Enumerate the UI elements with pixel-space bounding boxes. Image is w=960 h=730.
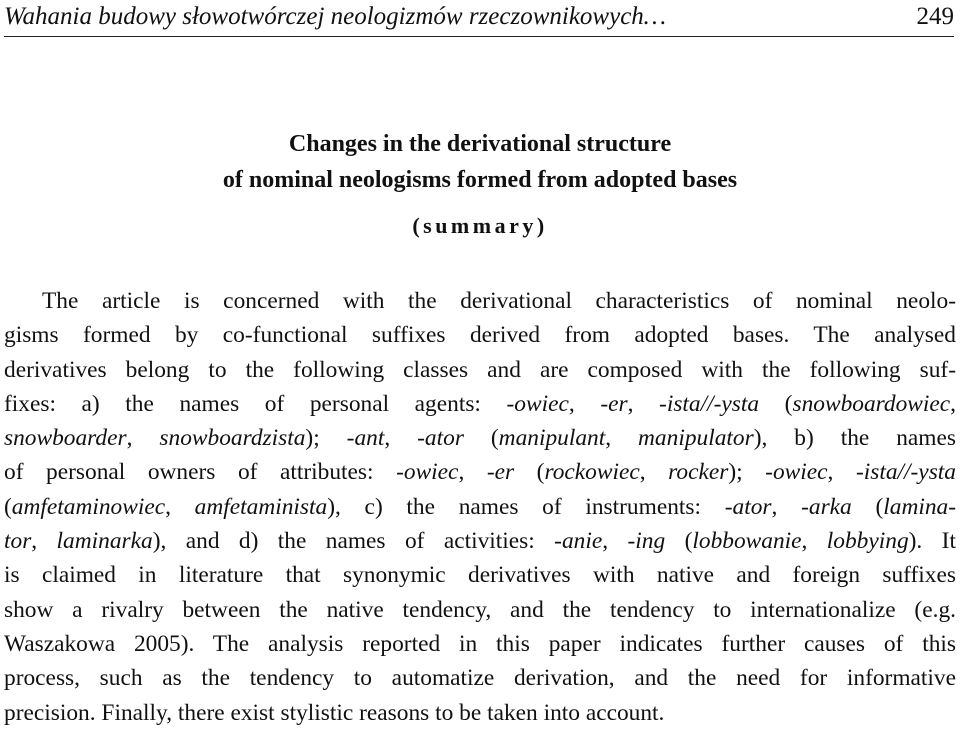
abstract-line: tor, laminarka), and d) the names of activities: -anie, -ing (lobbowanie, lobbying). It bbox=[4, 528, 956, 555]
abstract-line: snowboarder, snowboardzista); -ant, -ator (manipulant, manipulator), b) the names bbox=[4, 425, 956, 452]
abstract-line: of personal owners of attributes: -owiec, -er (rockowiec, rocker); -owiec, -ista//-ysta bbox=[4, 459, 956, 486]
article-title bbox=[0, 126, 960, 198]
page-number: 249 bbox=[916, 3, 954, 30]
abstract-line: derivatives belong to the following classes and are composed with the following suf- bbox=[4, 356, 956, 383]
running-head bbox=[4, 2, 954, 37]
abstract-line: (amfetaminowiec, amfetaminista), c) the names of instruments: -ator, -arka (lamina- bbox=[4, 493, 956, 520]
abstract-line: Waszakowa 2005). The analysis reported in this paper indicates further causes of this bbox=[4, 630, 956, 657]
running-head-title: Wahania budowy słowotwórczej neologizmów rzeczownikowych… bbox=[4, 3, 667, 30]
abstract-line: process, such as the tendency to automatize derivation, and the need for informative bbox=[4, 665, 956, 692]
article-title-line-2: of nominal neologisms formed from adopted bases bbox=[222, 167, 738, 193]
abstract-line: fixes: a) the names of personal agents: -owiec, -er, -ista//-ysta (snowboardowiec, bbox=[4, 390, 956, 417]
abstract-line: show a rivalry between the native tendency, and the tendency to internationalize (e.g. bbox=[4, 596, 956, 623]
abstract-line: precision. Finally, there exist stylistic reasons to be taken into account. bbox=[4, 699, 665, 726]
article-title-line-1: Changes in the derivational structure bbox=[288, 131, 672, 157]
abstract-line: is claimed in literature that synonymic derivatives with native and foreign suffixes bbox=[4, 562, 956, 589]
abstract-paragraph bbox=[4, 284, 956, 730]
abstract-line: The article is concerned with the derivational characteristics of nominal neolo- bbox=[42, 288, 956, 314]
summary-label: (summary) bbox=[412, 213, 548, 238]
abstract-line: gisms formed by co-functional suffixes derived from adopted bases. The analysed bbox=[4, 322, 956, 349]
